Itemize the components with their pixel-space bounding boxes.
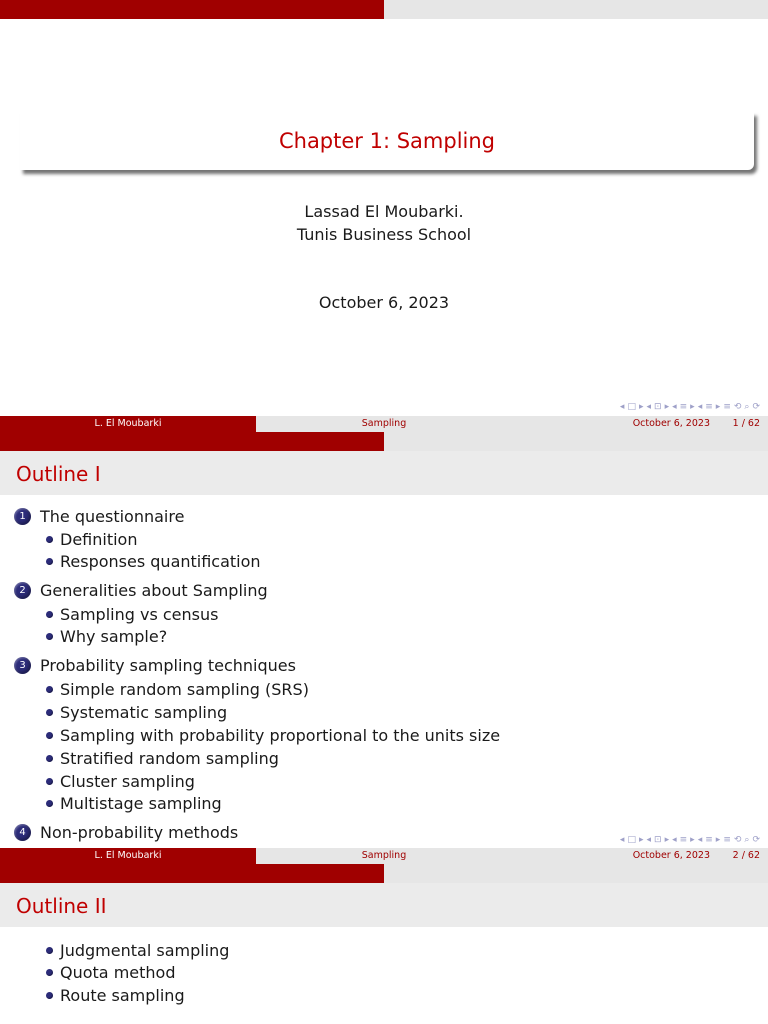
nav-next-icon[interactable]: ▸ (715, 402, 721, 412)
subsection-title: Sampling vs census (60, 605, 219, 624)
nav-prev-icon[interactable]: ◂ (646, 835, 652, 845)
outline-subsection[interactable] (46, 552, 261, 571)
nav-toc-icon[interactable]: ≡ (723, 402, 731, 412)
bullet-icon (46, 611, 53, 618)
footer-date: October 6, 2023 (632, 418, 710, 429)
outline-subsection[interactable] (46, 605, 218, 624)
nav-next-icon[interactable]: ▸ (664, 835, 670, 845)
nav-subsection-icon[interactable]: ⊡ (654, 402, 662, 412)
outline-subsection[interactable] (46, 627, 167, 646)
bullet-icon (46, 969, 53, 976)
nav-next-icon[interactable]: ▸ (664, 402, 670, 412)
outline-subsection[interactable] (46, 530, 137, 549)
author-name: Lassad El Moubarki. (304, 202, 464, 221)
nav-next-icon[interactable]: ▸ (690, 835, 695, 845)
bullet-icon (46, 558, 53, 565)
nav-next-icon[interactable]: ▸ (638, 835, 644, 845)
subsection-title: Stratified random sampling (60, 749, 279, 768)
outline-subsection[interactable] (46, 772, 195, 791)
nav-subsection-icon[interactable]: ⊡ (654, 835, 662, 845)
outline-subsection[interactable] (46, 986, 185, 1005)
bullet-icon (46, 536, 53, 543)
bullet-icon (46, 732, 53, 739)
presentation-title: Chapter 1: Sampling (278, 129, 496, 153)
footer-title: Sampling (256, 848, 512, 864)
nav-back-icon[interactable]: ⟲ (733, 402, 742, 412)
bullet-icon (46, 992, 53, 999)
outline-subsection[interactable] (46, 941, 229, 960)
beamer-navigation[interactable] (620, 401, 760, 413)
bullet-icon (46, 709, 53, 716)
nav-search-icon[interactable]: ⌕ (744, 835, 750, 845)
page-number: 2 / 62 (732, 850, 760, 861)
subsection-title: Multistage sampling (60, 794, 222, 813)
nav-next-icon[interactable]: ▸ (690, 402, 695, 412)
nav-forward-icon[interactable]: ⟳ (752, 835, 760, 845)
frame-title: Outline II (0, 883, 768, 927)
subsection-title: Responses quantification (60, 552, 261, 571)
footer-title: Sampling (256, 416, 512, 432)
nav-prev-icon[interactable]: ◂ (619, 402, 625, 412)
nav-prev-icon[interactable]: ◂ (697, 402, 703, 412)
slide-title (0, 0, 768, 432)
page-number: 1 / 62 (732, 418, 760, 429)
slide-outline-2 (0, 864, 768, 1024)
nav-prev-icon[interactable]: ◂ (672, 835, 677, 845)
subsection-title: Judgmental sampling (60, 941, 230, 960)
title-block (20, 112, 754, 170)
nav-prev-icon[interactable]: ◂ (619, 835, 625, 845)
footer-author: L. El Moubarki (0, 416, 256, 432)
bullet-icon (46, 686, 53, 693)
section-title: Non-probability methods (40, 823, 239, 842)
nav-next-icon[interactable]: ▸ (638, 402, 644, 412)
subsection-title: Why sample? (60, 627, 168, 646)
slide-outline-1 (0, 432, 768, 864)
section-number-badge: 1 (14, 508, 31, 525)
nav-section-icon[interactable]: ≡ (705, 402, 713, 412)
footer-author: L. El Moubarki (0, 848, 256, 864)
nav-section-icon[interactable]: ≡ (705, 835, 713, 845)
outline-section[interactable] (14, 507, 184, 526)
progress-band (0, 864, 768, 883)
footer-date: October 6, 2023 (632, 850, 710, 861)
nav-frame-icon[interactable]: □ (627, 402, 636, 412)
bullet-icon (46, 800, 53, 807)
footer-band (0, 848, 768, 864)
nav-prev-icon[interactable]: ◂ (672, 402, 677, 412)
subsection-title: Definition (60, 530, 138, 549)
subsection-title: Route sampling (60, 986, 185, 1005)
section-title: Probability sampling techniques (40, 656, 296, 675)
outline-subsection[interactable] (46, 963, 175, 982)
outline-subsection[interactable] (46, 703, 227, 722)
nav-prev-icon[interactable]: ◂ (697, 835, 703, 845)
bullet-icon (46, 755, 53, 762)
nav-back-icon[interactable]: ⟲ (733, 835, 742, 845)
section-title: The questionnaire (40, 507, 185, 526)
outline-subsection[interactable] (46, 680, 309, 699)
nav-next-icon[interactable]: ▸ (715, 835, 721, 845)
nav-frame-icon[interactable]: □ (627, 835, 636, 845)
bullet-icon (46, 778, 53, 785)
nav-section-icon[interactable]: ≡ (679, 402, 688, 412)
progress-band (0, 432, 768, 451)
footer-date-cell (512, 848, 768, 864)
nav-section-icon[interactable]: ≡ (679, 835, 688, 845)
progress-band (0, 0, 768, 19)
section-number-badge: 2 (14, 582, 31, 599)
outline-subsection[interactable] (46, 794, 222, 813)
footer-band (0, 416, 768, 432)
nav-toc-icon[interactable]: ≡ (723, 835, 731, 845)
subsection-title: Cluster sampling (60, 772, 195, 791)
outline-section[interactable] (14, 656, 296, 675)
nav-search-icon[interactable]: ⌕ (744, 402, 750, 412)
section-title: Generalities about Sampling (40, 581, 268, 600)
outline-section[interactable] (14, 581, 268, 600)
nav-prev-icon[interactable]: ◂ (646, 402, 652, 412)
bullet-icon (46, 633, 53, 640)
outline-section[interactable] (14, 823, 238, 842)
progress-fill (0, 0, 384, 19)
subsection-title: Systematic sampling (60, 703, 228, 722)
bullet-icon (46, 947, 53, 954)
subsection-title: Sampling with probability proportional to the units size (60, 726, 501, 745)
nav-forward-icon[interactable]: ⟳ (752, 402, 760, 412)
subsection-title: Simple random sampling (SRS) (60, 680, 309, 699)
section-number-badge: 3 (14, 657, 31, 674)
outline-subsection[interactable] (46, 726, 500, 745)
outline-subsection[interactable] (46, 749, 279, 768)
footer-date-cell (512, 416, 768, 432)
progress-fill (0, 432, 384, 451)
section-number-badge: 4 (14, 824, 31, 841)
subsection-title: Quota method (60, 963, 176, 982)
institute-name: Tunis Business School (296, 225, 472, 244)
frame-title: Outline I (0, 451, 768, 495)
beamer-navigation[interactable] (620, 834, 760, 846)
progress-fill (0, 864, 384, 883)
presentation-date: October 6, 2023 (318, 293, 450, 312)
